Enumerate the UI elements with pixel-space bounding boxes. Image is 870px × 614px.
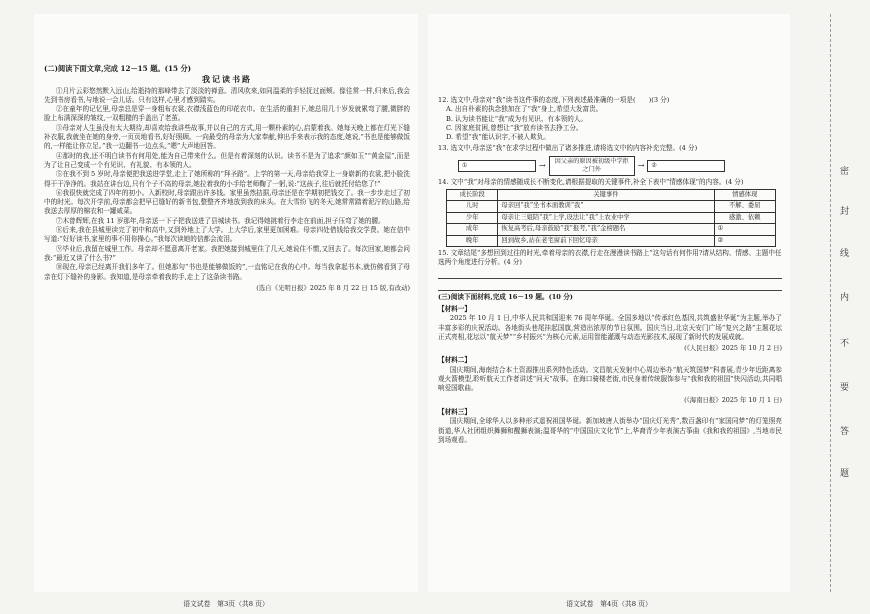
table-header: 关键事件: [498, 190, 714, 201]
seal-margin: [806, 14, 858, 592]
left-exam-page: [34, 14, 418, 608]
option-b: B. 认为读书能让“我”成为有见识、有本领的人。: [446, 114, 588, 123]
event-cell: 回到故乡,站在老宅窗前下回忆母亲: [498, 235, 714, 246]
flow-diagram: [458, 156, 782, 176]
paragraph: ⑦木曾辉辉,在我 11 岁那年,母亲送一下子把我送进了县城读书。我记得她挑着行李走在前面,担子压弯了她的腰。: [55, 216, 385, 225]
emotion-cell: 感激、依赖: [714, 212, 776, 223]
question-12: 12. 选文中,母亲对“我”读书这件事的态度,下列表述最准确的一项是( )(3 分): [438, 96, 670, 104]
stage-cell: 儿时: [447, 201, 498, 212]
seal-char: 题: [840, 469, 850, 479]
seal-char: 答: [840, 427, 850, 437]
emotion-blank-cell[interactable]: ①: [714, 224, 776, 235]
essay-source: (选自《光明日报》2025 年 8 月 22 日 15 版,有改动): [256, 283, 410, 292]
paragraph: ⑥我很快就完成了四年的初小。入新校时,母亲跟出许多钱。家里虽然拮据,母亲还是在学期初把钱交了。我一步步走过了初中的时光。每次开学前,母亲都会把早已缝好的新书包,整整齐齐地放到我的床头。在大雪纷飞的冬天,她常常踏着泥泞的山路,给我送去厚厚的棉衣和一罐咸菜。: [44, 188, 410, 216]
table-row: [447, 224, 776, 235]
page-footer: 语文试卷 第4页（共8 页）: [566, 600, 652, 608]
section-three-title: (三)阅读下面材料,完成 16－19 题。(10 分): [438, 292, 573, 301]
page-footer: 语文试卷 第3页（共8 页）: [183, 600, 269, 608]
emotion-blank-cell[interactable]: ②: [714, 235, 776, 246]
question-15: 15. 文章结尾“多想回到过往的时光,牵着母亲的衣襟,行走在漫漫读书路上”这句话有何作用?请从结构、情感、主题中任选两个角度进行分析。(4 分): [438, 249, 782, 267]
seal-char: 封: [840, 207, 850, 217]
essay-title: 我记读书路: [202, 74, 252, 85]
seal-char: 内: [840, 293, 850, 303]
arrow-right-icon: →: [539, 161, 546, 171]
seal-char: 不: [840, 339, 850, 349]
event-cell: 母亲回“我”坐书本面教训“我”: [498, 201, 714, 212]
seal-char: 密: [840, 167, 850, 177]
section-two-title: (二)阅读下面文章,完成 12－15 题。(15 分): [44, 64, 192, 73]
material-3-text: 国庆期间,全球华人以多种形式遥祝祖国华诞。新加坡唐人街举办“国庆灯光秀”,数百盏印有“家国同梦”的灯笼照亮街道,华人社团组织舞狮和醒狮表演;温哥华的“中国国庆文化节”上,华裔青少年表演古筝曲《我和我的祖国》,当地市民到场观看。: [438, 417, 782, 444]
seal-char: 线: [840, 249, 850, 259]
material-2-source: (《海南日报》2025 年 10 月 1 日): [684, 395, 782, 404]
table-row: [447, 212, 776, 223]
paragraph: ③母亲对人生虽没有太大期待,却喜欢给我讲些故事,并以自己的方式,用一颗朴素的心,启蒙着我。她每天晚上都在灯光下缝补衣服,我就坐在她的身旁,一页页地看书,好好照顾。一向最受的母亲为大家奉献,伸出手来表示我的态度,她说,“书也是能够做饭的,一样能让你立足。”我一边翻书一边点头,“嗯”大声地回答。: [44, 123, 410, 151]
paragraph: ⑩现在,母亲已经离开我们多年了。但她那句“书也是能够做饭的”,一直铭记在我的心中。每当我拿起书本,就仿佛看到了母亲在灯下缝补的身影。我知道,是母亲牵着我的手,走上了这条读书路。: [44, 263, 410, 281]
flow-box-blank-1[interactable]: ①: [458, 160, 536, 172]
paragraph: ④那时的我,还不明白读书有何用处,能为自己带来什么。但是有着深刻的认识。读书不是为了追求“颜如玉”“黄金屋”,而是为了让自己变成一个有见识、有礼貌、有本领的人。: [44, 151, 410, 169]
seal-dashed-line: [830, 14, 831, 592]
right-column: [438, 94, 782, 445]
left-column: [44, 14, 410, 293]
arrow-right-icon: →: [637, 161, 645, 171]
material-1-title: 【材料一】: [438, 305, 471, 313]
stage-cell: 晚年: [447, 235, 498, 246]
table-row: [447, 235, 776, 246]
stage-cell: 成年: [447, 224, 498, 235]
table-header: 成长阶段: [447, 190, 498, 201]
event-cell: 母亲让三姐陪“我”上学,设法让“我”上农业中学: [498, 212, 714, 223]
answer-line[interactable]: [438, 280, 782, 291]
question-13: 13. 选文中,母亲送“我”在求学过程中做出了诸多推进,请将选文中的内容补充完整。(4 分): [438, 144, 698, 153]
paragraph: ⑨毕业后,我留在城里工作。母亲却不愿意离开老家。我把她接到城里住了几天,她说住不惯,又回去了。每次回家,她都会问我:“最近又读了什么书?”: [44, 244, 410, 262]
material-1-text: 2025 年 10 月 1 日,中华人民共和国迎来 76 周年华诞。全国多地以“传承红色基因,共筑盛世华诞”为主题,举办了丰富多彩的庆祝活动。各地街头巷尾挂起国旗,营造出浓厚的节日氛围。国庆当日,北京天安门广场“复兴之路”主题花坛正式亮相,花坛以“航天梦”“乡村振兴”为核心元素,运用智能灌溉与动态光影技术,展现了新时代的发展成就。: [438, 314, 782, 341]
event-cell: 恢复高考后,母亲鼓励“我”报考,“我”金榜题名: [498, 224, 714, 235]
question-14: 14. 文中“我”对母亲的情感随成长不断变化,请根据提取的关键事件,补全下表中“情感体现”的内容。(4 分): [438, 177, 744, 186]
paragraph: ①月片云彩悠然默入远山,给逝持的那峰带去了淡淡的禅意。清风吹来,如同温柔的手轻抚过面颊。像往常一样,归来后,我会先到书房看书,与地说一会儿话。只有这样,心里才感到踏实。: [44, 86, 410, 104]
answer-line[interactable]: [438, 268, 782, 279]
stage-cell: 少年: [447, 212, 498, 223]
paragraph: ⑧后来,我在县城里读完了初中和高中,又到外地上了大学。上大学后,家里更加困难。母亲四处借钱给我交学费。她在信中写道:“好好读书,家里的事不用你操心。”我每次读她的信都会流泪。: [44, 226, 410, 244]
option-a: A. 出自朴素的执念独加在了“我”身上,希望大发富贵。: [446, 105, 603, 114]
right-exam-page: [428, 14, 790, 608]
material-2-title: 【材料二】: [438, 356, 471, 365]
material-3-title: 【材料三】: [438, 407, 471, 416]
option-c: C. 因家庭贫困,曾想让“我”放弃读书去挣工分。: [446, 123, 583, 132]
option-d: D. 希望“我”能认识字,不被人欺负。: [446, 133, 550, 142]
seal-char: 要: [840, 383, 850, 393]
material-1-source: (《人民日报》2025 年 10 月 2 日): [684, 344, 782, 353]
paragraph: ⑤在我不到 5 岁时,母亲便把我送进学堂,走上了她所称的“拜圣路”。上学的第一天,母亲给我穿上一身崭新的衣裳,把小脸洗得干干净净的。我站在讲台边,只有个子不高的母亲,她拉着我的小手给老师鞠了一躬,说:“这孩子,往后就托付给您了!”: [44, 170, 410, 188]
paragraph: ②在童年的记忆里,母亲总是穿一身粗布衣裳,衣襟浅蓝色的印花衣巾。在生活的重担下,她总用几十岁发就累弯了腰,微胖的脸上布满深深的皱纹,一双粗糙的手盖出了老茧。: [44, 105, 410, 123]
emotion-cell: 不解、委屈: [714, 201, 776, 212]
flow-box-given: 因父亲的原因被初级中学拒之门外: [549, 156, 635, 176]
flow-box-blank-2[interactable]: ②: [647, 160, 725, 172]
material-2-text: 国庆期间,海南结合本土资源推出系列特色活动。文昌航天发射中心周边举办“航天筑国梦”科普展,青少年近距离参观火箭模型,聆听航天工作者讲述“问天”故事。在海口骑楼老街,市民身着传统服饰参与“我和我的祖国”快闪活动,共同唱响爱国歌曲。: [438, 365, 782, 393]
table-row: [447, 201, 776, 212]
growth-table: [446, 189, 776, 247]
table-header: 情感体现: [714, 190, 776, 201]
